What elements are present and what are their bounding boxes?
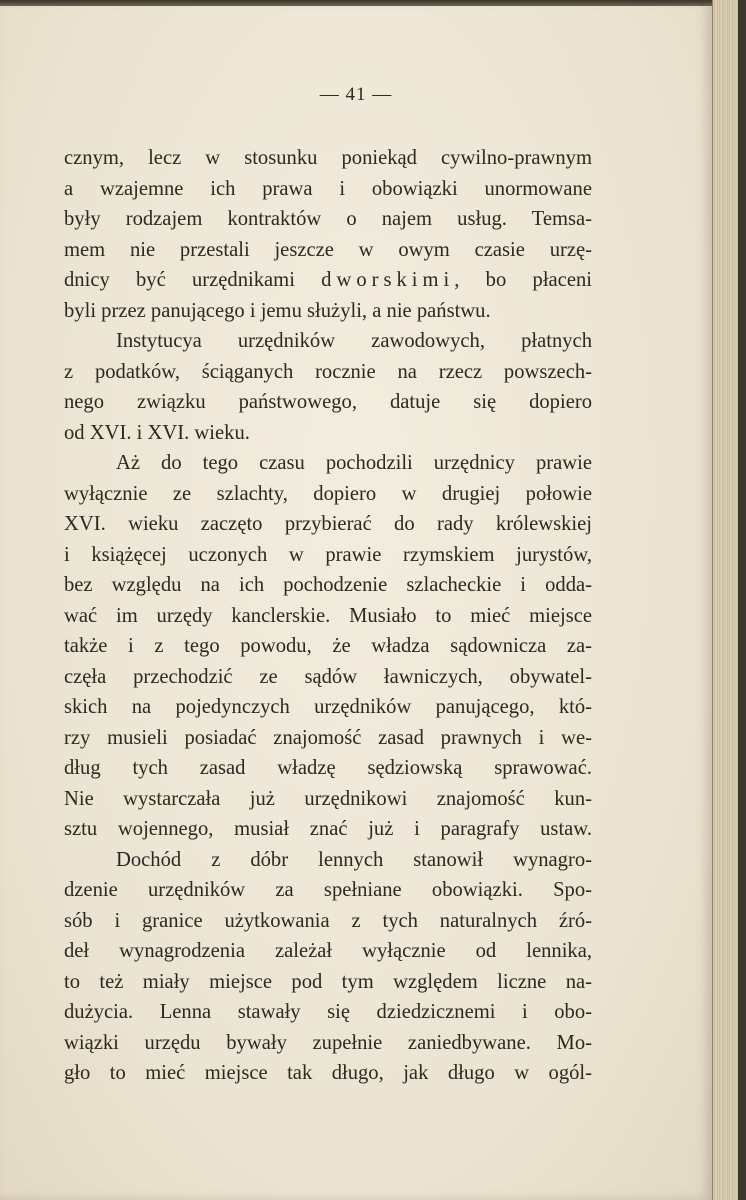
- text-line-with-spaced-word: [64, 265, 592, 296]
- text-fragment: dnicy być urzędnikami: [64, 269, 322, 291]
- text-line: cznym, lecz w stosunku poniekąd cywilno-prawnym: [64, 147, 592, 169]
- text-line: byli przez panującego i jemu służyli, a nie państwu.: [64, 299, 491, 322]
- text-line: wyłącznie ze szlachty, dopiero w drugiej połowie: [64, 482, 592, 505]
- paragraph-first-line: Aż do tego czasu pochodzili urzędnicy prawie: [116, 452, 592, 474]
- paragraph-first-line: Instytucya urzędników zawodowych, płatnych: [116, 330, 592, 352]
- text-line: rzy musieli posiadać znajomość zasad prawnych i we-: [64, 726, 592, 749]
- text-line: Nie wystarczała już urzędnikowi znajomość kun-: [64, 787, 592, 810]
- body-text: [64, 143, 592, 1089]
- page-number: — 41 —: [319, 84, 393, 105]
- text-line: z podatków, ściąganych rocznie na rzecz powszech-: [64, 360, 592, 383]
- text-line: mem nie przestali jeszcze w owym czasie urzę-: [64, 238, 592, 261]
- text-line: nego związku państwowego, datuje się dopiero: [64, 391, 592, 413]
- text-line: a wzajemne ich prawa i obowiązki unormowane: [64, 177, 592, 200]
- paragraph-first-line: Dochód z dóbr lennych stanowił wynagro-: [116, 848, 592, 871]
- spaced-emphasis-word: dworskimi: [321, 269, 455, 291]
- text-line: skich na pojedynczych urzędników panującego, któ-: [64, 696, 592, 718]
- text-line: gło to mieć miejsce tak długo, jak długo w ogól-: [64, 1062, 592, 1084]
- text-line: i książęcej uczonych w prawie rzymskiem jurystów,: [64, 543, 592, 566]
- text-line: XVI. wieku zaczęto przybierać do rady królewskiej: [64, 513, 592, 535]
- book-cover-edge: [738, 0, 746, 1200]
- text-line: deł wynagrodzenia zależał wyłącznie od lennika,: [64, 940, 592, 962]
- text-line: częła przechodzić ze sądów ławniczych, obywatel-: [64, 665, 592, 688]
- text-line: wać im urzędy kanclerskie. Musiało to mieć miejsce: [64, 604, 592, 627]
- text-fragment: , bo płaceni: [454, 269, 592, 291]
- text-line: bez względu na ich pochodzenie szlacheckie i odda-: [64, 574, 592, 596]
- text-line: były rodzajem kontraktów o najem usług. Temsa-: [64, 208, 592, 230]
- text-line: dużycia. Lenna stawały się dziedzicznemi i obo-: [64, 1001, 592, 1023]
- text-line: od XVI. i XVI. wieku.: [64, 421, 250, 444]
- text-line: sztu wojennego, musiał znać już i paragrafy ustaw.: [64, 818, 592, 840]
- text-line: wiązki urzędu bywały zupełnie zaniedbywane. Mo-: [64, 1031, 592, 1054]
- page-top-edge: [0, 0, 712, 6]
- text-line: także i z tego powodu, że władza sądownicza za-: [64, 635, 592, 657]
- text-line: dług tych zasad władzę sędziowską sprawować.: [64, 757, 592, 779]
- text-line: to też miały miejsce pod tym względem liczne na-: [64, 970, 592, 993]
- text-line: dzenie urzędników za spełniane obowiązki. Spo-: [64, 879, 592, 901]
- text-line: sób i granice użytkowania z tych naturalnych źró-: [64, 909, 592, 932]
